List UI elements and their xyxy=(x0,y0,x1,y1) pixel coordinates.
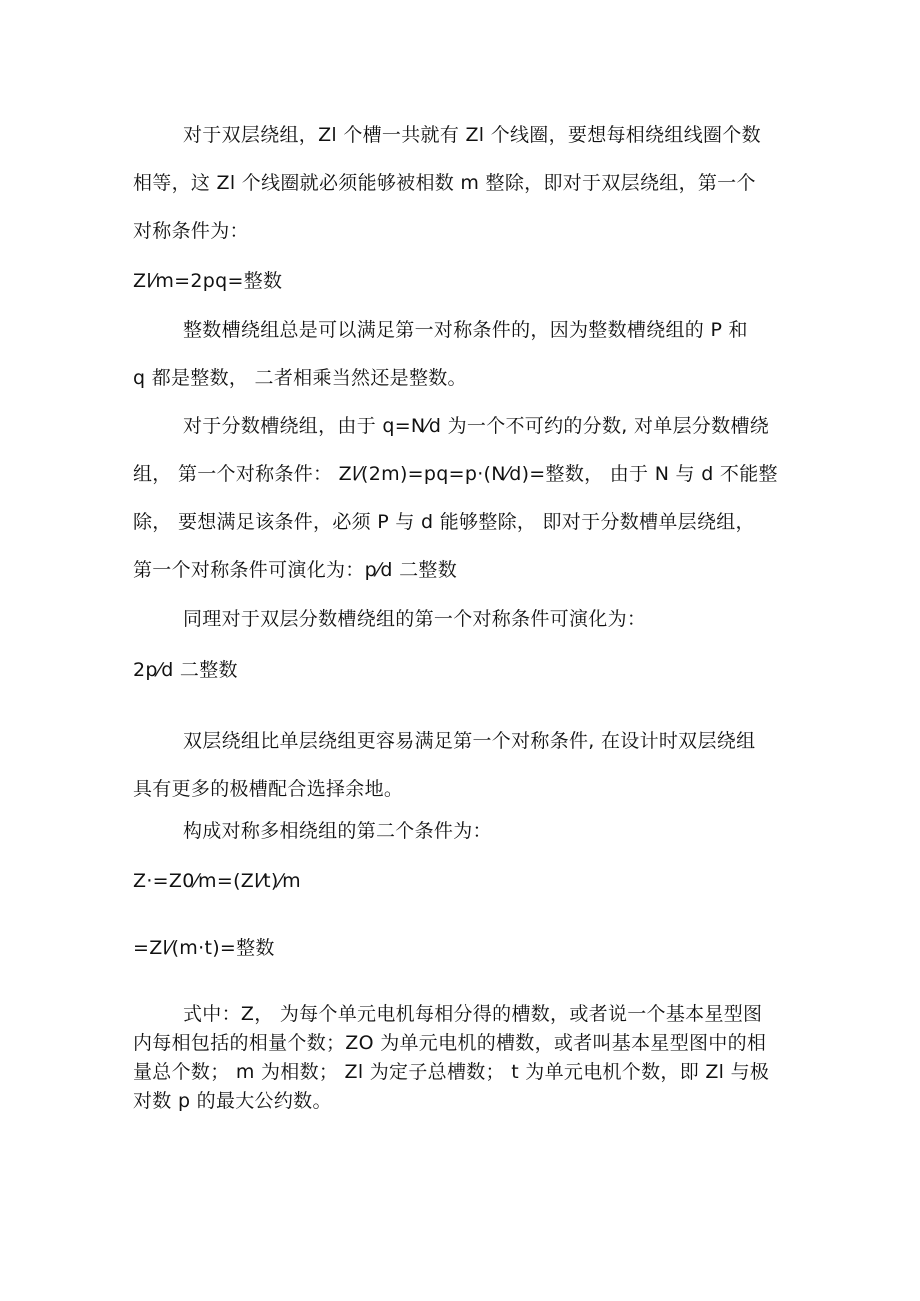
paragraph-3-line-2: 组， 第一个对称条件： Zl⁄(2m)=pq=p·(N⁄d)=整数， 由于 N 与 d 不能整 xyxy=(133,463,778,485)
paragraph-7-line-3: 量总个数； m 为相数； Zl 为定子总槽数； t 为单元电机个数，即 Zl 与极 xyxy=(133,1061,770,1083)
paragraph-3-line-3: 除， 要想满足该条件，必须 P 与 d 能够整除， 即对于分数槽单层绕组， xyxy=(133,511,755,533)
paragraph-7-line-4: 对数 p 的最大公约数。 xyxy=(133,1090,332,1112)
paragraph-3-line-1: 对于分数槽绕组，由于 q=N⁄d 为一个不可约的分数, 对单层分数槽绕 xyxy=(183,415,770,437)
paragraph-3-line-4: 第一个对称条件可演化为：p⁄d 二整数 xyxy=(133,559,458,581)
formula-3: Z·=Z0⁄m=(Zl⁄t)⁄m xyxy=(133,870,301,892)
paragraph-4-line-1: 同理对于双层分数槽绕组的第一个对称条件可演化为： xyxy=(183,608,647,630)
paragraph-7-line-1: 式中：Z， 为每个单元电机每相分得的槽数，或者说一个基本星型图 xyxy=(183,1003,763,1025)
paragraph-6-line-1: 构成对称多相绕组的第二个条件为： xyxy=(183,820,492,842)
paragraph-2-line-2: q 都是整数， 二者相乘当然还是整数。 xyxy=(133,367,467,389)
paragraph-1-line-1: 对于双层绕组，Zl 个槽一共就有 Zl 个线圈，要想每相绕组线圈个数 xyxy=(183,124,761,146)
paragraph-7-line-2: 内每相包括的相量个数；ZO 为单元电机的槽数，或者叫基本星型图中的相 xyxy=(133,1032,767,1054)
formula-1: Zl⁄m=2pq=整数 xyxy=(133,270,283,292)
formula-2: 2p⁄d 二整数 xyxy=(133,659,238,681)
paragraph-1-line-2: 相等，这 Zl 个线圈就必须能够被相数 m 整除，即对于双层绕组，第一个 xyxy=(133,172,756,194)
formula-4: =Zl⁄(m·t)=整数 xyxy=(133,937,275,959)
paragraph-5-line-2: 具有更多的极槽配合选择余地。 xyxy=(133,778,404,800)
paragraph-2-line-1: 整数槽绕组总是可以满足第一对称条件的，因为整数槽绕组的 P 和 xyxy=(183,319,748,341)
paragraph-5-line-1: 双层绕组比单层绕组更容易满足第一个对称条件, 在设计时双层绕组 xyxy=(183,730,756,752)
paragraph-1-line-3: 对称条件为： xyxy=(133,220,249,242)
